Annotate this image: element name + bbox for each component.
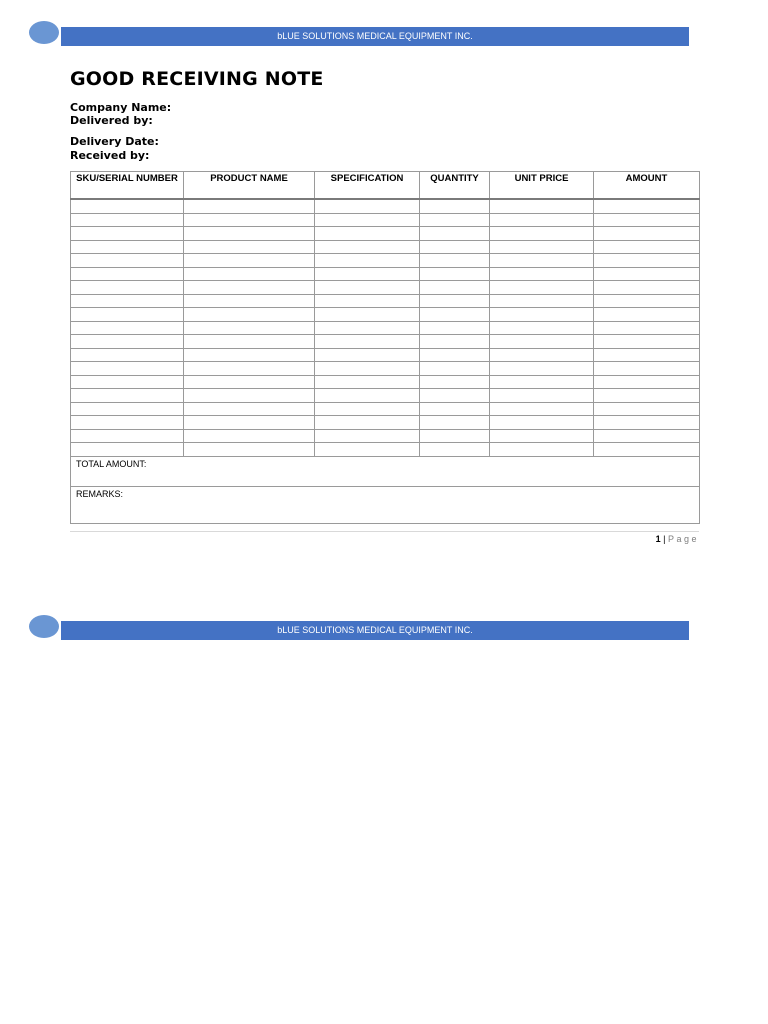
remarks-label: REMARKS: bbox=[76, 488, 124, 499]
table-cell[interactable] bbox=[71, 254, 184, 268]
column-header-specification: SPECIFICATION bbox=[315, 172, 420, 200]
table-cell[interactable] bbox=[184, 402, 315, 416]
table-cell[interactable] bbox=[71, 308, 184, 322]
table-cell[interactable] bbox=[71, 321, 184, 335]
table-cell[interactable] bbox=[315, 348, 420, 362]
header-bar bbox=[61, 621, 689, 640]
table-cell[interactable] bbox=[594, 402, 700, 416]
table-cell[interactable] bbox=[184, 416, 315, 430]
total-amount-cell[interactable] bbox=[71, 456, 700, 486]
table-cell[interactable] bbox=[490, 429, 594, 443]
table-cell[interactable] bbox=[184, 321, 315, 335]
table-cell[interactable] bbox=[490, 389, 594, 403]
table-cell[interactable] bbox=[184, 267, 315, 281]
header-circle-decoration bbox=[29, 615, 59, 638]
table-cell[interactable] bbox=[71, 375, 184, 389]
table-cell[interactable] bbox=[315, 267, 420, 281]
table-cell[interactable] bbox=[490, 199, 594, 213]
table-cell[interactable] bbox=[490, 348, 594, 362]
table-cell[interactable] bbox=[420, 389, 490, 403]
table-cell[interactable] bbox=[490, 375, 594, 389]
table-row bbox=[71, 443, 700, 457]
table-cell[interactable] bbox=[594, 429, 700, 443]
table-cell[interactable] bbox=[315, 281, 420, 295]
table-cell[interactable] bbox=[315, 254, 420, 268]
receiving-table bbox=[70, 171, 700, 524]
header-bar bbox=[61, 27, 689, 46]
table-cell[interactable] bbox=[490, 443, 594, 457]
received-by-field: Received by: bbox=[70, 149, 150, 162]
table-cell[interactable] bbox=[420, 254, 490, 268]
table-cell[interactable] bbox=[184, 389, 315, 403]
table-row bbox=[71, 227, 700, 241]
table-cell[interactable] bbox=[420, 375, 490, 389]
table-cell[interactable] bbox=[594, 294, 700, 308]
table-cell[interactable] bbox=[315, 443, 420, 457]
table-cell[interactable] bbox=[594, 199, 700, 213]
table-header-row bbox=[71, 172, 700, 200]
table-cell[interactable] bbox=[420, 416, 490, 430]
table-cell[interactable] bbox=[420, 348, 490, 362]
table-cell[interactable] bbox=[71, 267, 184, 281]
table-cell[interactable] bbox=[315, 375, 420, 389]
table-row bbox=[71, 294, 700, 308]
table-cell[interactable] bbox=[490, 362, 594, 376]
table-row bbox=[71, 335, 700, 349]
table-cell[interactable] bbox=[315, 429, 420, 443]
table-cell[interactable] bbox=[594, 443, 700, 457]
table-cell[interactable] bbox=[71, 213, 184, 227]
table-cell[interactable] bbox=[490, 308, 594, 322]
table-cell[interactable] bbox=[71, 429, 184, 443]
table-cell[interactable] bbox=[71, 294, 184, 308]
table-cell[interactable] bbox=[490, 402, 594, 416]
table-cell[interactable] bbox=[490, 281, 594, 295]
table-row bbox=[71, 402, 700, 416]
table-cell[interactable] bbox=[490, 254, 594, 268]
table-cell[interactable] bbox=[71, 362, 184, 376]
table-cell[interactable] bbox=[420, 267, 490, 281]
table-cell[interactable] bbox=[184, 227, 315, 241]
table-cell[interactable] bbox=[315, 308, 420, 322]
header-circle-decoration bbox=[29, 21, 59, 44]
column-header-unit-price: UNIT PRICE bbox=[490, 172, 594, 200]
page-word: Page bbox=[667, 534, 699, 544]
table-row bbox=[71, 362, 700, 376]
table-row bbox=[71, 281, 700, 295]
table-cell[interactable] bbox=[184, 240, 315, 254]
table-cell[interactable] bbox=[420, 240, 490, 254]
table-cell[interactable] bbox=[184, 281, 315, 295]
footer-divider bbox=[70, 531, 699, 532]
page-title: GOOD RECEIVING NOTE bbox=[70, 68, 324, 90]
table-cell[interactable] bbox=[594, 348, 700, 362]
company-name-field: Company Name: bbox=[70, 101, 172, 114]
table-row bbox=[71, 348, 700, 362]
total-amount-label: TOTAL AMOUNT: bbox=[76, 458, 147, 469]
table-cell[interactable] bbox=[490, 294, 594, 308]
table-cell[interactable] bbox=[420, 335, 490, 349]
table-cell[interactable] bbox=[594, 308, 700, 322]
table-cell[interactable] bbox=[184, 375, 315, 389]
page-number-value: 1 bbox=[655, 534, 661, 544]
table-row bbox=[71, 389, 700, 403]
table-cell[interactable] bbox=[315, 389, 420, 403]
table-cell[interactable] bbox=[71, 199, 184, 213]
column-header-sku: SKU/SERIAL NUMBER bbox=[71, 172, 184, 200]
table-row bbox=[71, 429, 700, 443]
total-amount-row bbox=[71, 456, 700, 486]
page-number-separator: | bbox=[663, 534, 666, 544]
table-cell[interactable] bbox=[420, 362, 490, 376]
column-header-quantity: QUANTITY bbox=[420, 172, 490, 200]
table-cell[interactable] bbox=[490, 335, 594, 349]
table-cell[interactable] bbox=[490, 416, 594, 430]
table-cell[interactable] bbox=[71, 416, 184, 430]
table-cell[interactable] bbox=[71, 227, 184, 241]
table-cell[interactable] bbox=[594, 254, 700, 268]
company-header-text: bLUE SOLUTIONS MEDICAL EQUIPMENT INC. bbox=[277, 625, 473, 635]
table-cell[interactable] bbox=[71, 402, 184, 416]
table-cell[interactable] bbox=[594, 240, 700, 254]
table-cell[interactable] bbox=[594, 335, 700, 349]
table-cell[interactable] bbox=[420, 281, 490, 295]
table-cell[interactable] bbox=[184, 199, 315, 213]
column-header-product-name: PRODUCT NAME bbox=[184, 172, 315, 200]
delivered-by-field: Delivered by: bbox=[70, 114, 153, 127]
table-cell[interactable] bbox=[315, 335, 420, 349]
table-cell[interactable] bbox=[420, 429, 490, 443]
table-cell[interactable] bbox=[71, 281, 184, 295]
table-cell[interactable] bbox=[420, 199, 490, 213]
table-cell[interactable] bbox=[490, 321, 594, 335]
table-cell[interactable] bbox=[420, 443, 490, 457]
table-cell[interactable] bbox=[315, 227, 420, 241]
table-cell[interactable] bbox=[420, 402, 490, 416]
table-cell[interactable] bbox=[594, 213, 700, 227]
table-row bbox=[71, 267, 700, 281]
company-header-text: bLUE SOLUTIONS MEDICAL EQUIPMENT INC. bbox=[277, 31, 473, 41]
column-header-amount: AMOUNT bbox=[594, 172, 700, 200]
table-cell[interactable] bbox=[490, 213, 594, 227]
table-row bbox=[71, 213, 700, 227]
table-cell[interactable] bbox=[594, 227, 700, 241]
table-cell[interactable] bbox=[594, 375, 700, 389]
table-cell[interactable] bbox=[71, 335, 184, 349]
table-row bbox=[71, 254, 700, 268]
table-row bbox=[71, 375, 700, 389]
table-cell[interactable] bbox=[594, 267, 700, 281]
table-cell[interactable] bbox=[594, 389, 700, 403]
remarks-row bbox=[71, 486, 700, 523]
table-cell[interactable] bbox=[315, 362, 420, 376]
table-cell[interactable] bbox=[184, 429, 315, 443]
table-cell[interactable] bbox=[184, 308, 315, 322]
table-cell[interactable] bbox=[184, 362, 315, 376]
table-cell[interactable] bbox=[315, 402, 420, 416]
table-cell[interactable] bbox=[490, 267, 594, 281]
table-row bbox=[71, 416, 700, 430]
remarks-cell[interactable] bbox=[71, 486, 700, 523]
table-cell[interactable] bbox=[184, 335, 315, 349]
table-cell[interactable] bbox=[315, 321, 420, 335]
table-cell[interactable] bbox=[594, 321, 700, 335]
table-row bbox=[71, 308, 700, 322]
table-cell[interactable] bbox=[315, 240, 420, 254]
table-cell[interactable] bbox=[490, 227, 594, 241]
table-cell[interactable] bbox=[71, 348, 184, 362]
table-cell[interactable] bbox=[420, 321, 490, 335]
table-cell[interactable] bbox=[315, 213, 420, 227]
table-cell[interactable] bbox=[71, 443, 184, 457]
table-cell[interactable] bbox=[71, 240, 184, 254]
table-cell[interactable] bbox=[490, 240, 594, 254]
table-cell[interactable] bbox=[315, 199, 420, 213]
table-cell[interactable] bbox=[594, 416, 700, 430]
table-cell[interactable] bbox=[420, 308, 490, 322]
table-cell[interactable] bbox=[420, 213, 490, 227]
table-cell[interactable] bbox=[71, 389, 184, 403]
table-cell[interactable] bbox=[184, 254, 315, 268]
table-cell[interactable] bbox=[420, 227, 490, 241]
table-cell[interactable] bbox=[594, 281, 700, 295]
table-row bbox=[71, 199, 700, 213]
table-cell[interactable] bbox=[315, 294, 420, 308]
table-row bbox=[71, 321, 700, 335]
delivery-date-field: Delivery Date: bbox=[70, 135, 159, 148]
table-cell[interactable] bbox=[594, 362, 700, 376]
table-cell[interactable] bbox=[315, 416, 420, 430]
table-cell[interactable] bbox=[184, 294, 315, 308]
table-cell[interactable] bbox=[184, 348, 315, 362]
page-number bbox=[656, 534, 699, 544]
table-cell[interactable] bbox=[420, 294, 490, 308]
table-row bbox=[71, 240, 700, 254]
table-cell[interactable] bbox=[184, 443, 315, 457]
table-cell[interactable] bbox=[184, 213, 315, 227]
